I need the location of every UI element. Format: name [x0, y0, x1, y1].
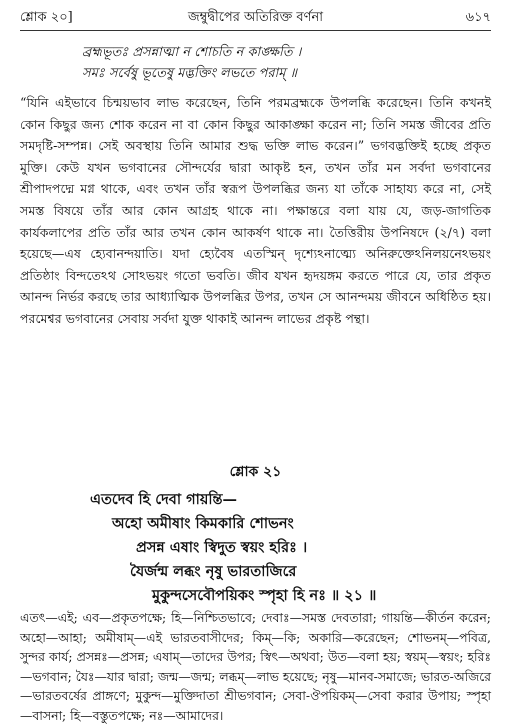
- header-divider: [20, 30, 491, 31]
- sloka-line: এতদেব হি দেবা গায়ন্তি—: [90, 491, 238, 508]
- verse-reference: শ্লোক ২০]: [20, 10, 73, 25]
- sloka-line: মুকুন্দসেবৌপয়িকং স্পৃহা হি নঃ ॥ ২১ ॥: [152, 587, 377, 604]
- sloka-heading: শ্লোক ২১: [229, 464, 282, 480]
- quoted-verse: [20, 42, 491, 84]
- sloka-line: প্রসন্ন এষাং স্বিদুত স্বয়ং হরিঃ ।: [136, 539, 308, 556]
- page-header: [20, 8, 491, 30]
- word-meanings: এতৎ—এই; এব—প্রকৃতপক্ষে; হি—নিশ্চিতভাবে; দেবাঃ—সমস্ত দেবতারা; গায়ন্তি—কীর্তন করেন; অহো—আহা; অমীষাম্—এই ভারতবাসীদের; কিম্—কি; অকারি—করেছেন; শোভনম্—পবিত্র, সুন্দর কার্য; প্রসন্নঃ—প্রসন্ন; এষাম্—তাদের উপর; স্বিৎ—অথবা; উত—বলা হয়; স্বয়ম্—স্বয়ং; হরিঃ—ভগবান; যৈঃ—যার দ্বারা; জন্ম—জন্ম; লব্ধম্—লাভ হয়েছে; নৃষু—মানব-সমাজে; ভারত-অজিরে—ভারতবর্ষের প্রাঙ্গণে; মুকুন্দ—মুক্তিদাতা শ্রীভগবান; সেবা-ঔপয়িকম্—সেবা করার উপায়; স্পৃহা—বাসনা; হি—বস্তুতপক্ষে; নঃ—আমাদের।: [20, 610, 491, 723]
- purport-paragraph: “যিনি এইভাবে চিন্ময়ভাব লাভ করেছেন, তিনি পরমব্রহ্মকে উপলব্ধি করেছেন। তিনি কখনই কোন কিছুর জন্য শোক করেন না বা কোন কিছুর আকাঙ্ক্ষা করেন না; তিনি সমস্ত জীবের প্রতি সমদৃষ্টি-সম্পন্ন। সেই অবস্থায় তিনি আমার শুদ্ধ ভক্তি লাভ করেন।” ভগবদ্ভক্তিই হচ্ছে প্রকৃত মুক্তি। কেউ যখন ভগবানের সৌন্দর্যের দ্বারা আকৃষ্ট হন, তখন তাঁর মন সর্বদা ভগবানের শ্রীপাদপদ্মে মগ্ন থাকে, এবং তখন তাঁর স্বরূপ উপলব্ধির জন্য যা তাঁকে সাহায্য করে না, সেই সমস্ত বিষয়ে তাঁর আর কোন আগ্রহ থাকে না। পক্ষান্তরে বলা যায় যে, জড়-জাগতিক কার্যকলাপের প্রতি তাঁর আর তখন কোন আকর্ষণ থাকে না। তৈত্তিরীয় উপনিষদে (২/৭) বলা হয়েছে—এষ হ্যেবানন্দয়াতি। যদা হ্যেবৈষ এতস্মিন্ দৃশ্যেঽনাত্ম্যে অনিরুক্তেঽনিলয়নেঽভয়ং প্রতিষ্ঠাং বিন্দতেঽথ সোঽভয়ং গতো ভবতি। জীব যখন হৃদয়ঙ্গম করতে পারে যে, তার প্রকৃত আনন্দ নির্ভর করছে তার আধ্যাত্মিক উপলব্ধির উপর, তখন সে আনন্দময় জীবনে অধিষ্ঠিত হয়। পরমেশ্বর ভগবানের সেবায় সর্বদা যুক্ত থাকাই আনন্দ লাভের প্রকৃষ্ট পন্থা।: [20, 95, 491, 326]
- sloka-text: [20, 488, 491, 608]
- sloka-block: [20, 460, 491, 608]
- sloka-line: যৈর্জন্ম লব্ধং নৃষু ভারতাজিরে: [130, 563, 297, 580]
- page-number: ৬১৭: [465, 10, 491, 25]
- quoted-verse-line: ব্রহ্মভূতঃ প্রসন্নাত্মা ন শোচতি ন কাঙ্ক্ষতি ।: [82, 45, 302, 60]
- chapter-title: জম্বুদ্বীপের অতিরিক্ত বর্ণনা: [187, 10, 324, 25]
- sloka-line: অহো অমীষাং কিমকারি শোভনং: [112, 515, 294, 532]
- quoted-verse-line: সমঃ সর্বেষু ভূতেষু মদ্ভক্তিং লভতে পরাম্‌ ॥: [82, 66, 297, 81]
